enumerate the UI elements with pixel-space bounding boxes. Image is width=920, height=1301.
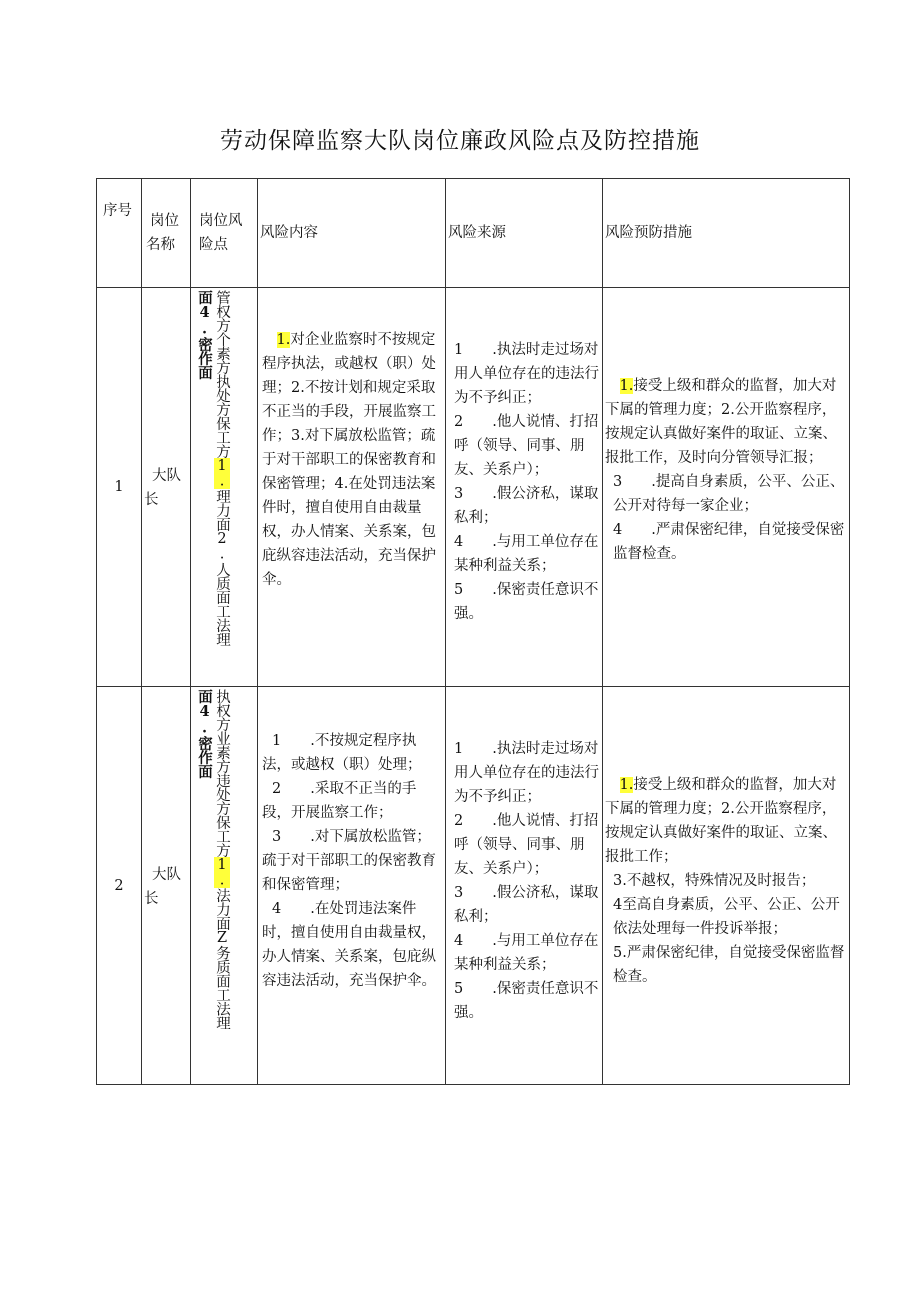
risk-source-item: 3 .假公济私，谋取私利；: [454, 486, 599, 526]
header-post-name-line1: 岗位: [150, 213, 179, 229]
row-no-cell: [97, 288, 142, 687]
risk-source-item: 3 .假公济私，谋取私利；: [454, 885, 599, 925]
header-measures-label: 风险预防措施: [605, 225, 692, 241]
header-content-label: 风险内容: [260, 225, 318, 241]
document-title: 劳动保障监察大队岗位廉政风险点及防控措施: [220, 128, 700, 154]
risk-source-cell: [446, 687, 603, 1085]
risk-point-text-2: 法力面Z务质面工法理: [214, 888, 230, 1030]
risk-content-body: 对企业监察时不按规定程序执法，或越权（职）处理；2.不按计划和规定采取不正当的手段，开展监察工作；3.对下属放松监管；疏于对干部职工的保密教育和保密管理；4.在处罚违法案件时，擅自使用自由裁量权，办人情案、关系案，包庇纵容违法活动，充当保护伞。: [262, 332, 436, 588]
risk-source-cell: [446, 288, 603, 687]
measure-item: 4至高自身素质，公平、公正、公开依法处理每一件投诉举报；: [613, 897, 840, 937]
measures-cell: [603, 687, 850, 1085]
measure-item: 3.不越权，特殊情况及时报告；: [613, 873, 816, 889]
header-content: [258, 179, 446, 288]
header-source: [446, 179, 603, 288]
row-no-cell: [97, 687, 142, 1085]
row-no: 2: [114, 877, 124, 894]
risk-content-text: [262, 328, 443, 592]
risk-point-cell: [191, 687, 258, 1085]
risk-point-highlight: 1.: [214, 458, 230, 489]
risk-content-highlight: 1.: [276, 332, 291, 348]
post-name-line1: 大队: [152, 468, 181, 484]
table-row: [97, 288, 850, 687]
measure-item: 3 .提高自身素质，公平、公正、公开对待每一家企业；: [613, 474, 845, 514]
header-no-label: 序号: [103, 203, 132, 219]
measure-text: 接受上级和群众的监督，加大对下属的管理力度；2.公开监察程序，按规定认真做好案件的取证、立案、报批工作；: [605, 777, 837, 865]
risk-content-cell: [258, 687, 446, 1085]
header-post-name-line2: 名称: [146, 237, 175, 253]
header-risk-point: [191, 179, 258, 288]
post-name-cell: [142, 288, 191, 687]
measure-item: [605, 374, 847, 470]
measure-item: 5.严肃保密纪律，自觉接受保密监督检查。: [613, 945, 845, 985]
measure-item: [605, 773, 847, 869]
risk-source-item: 1 .执法时走过场对用人单位存在的违法行为不予纠正；: [454, 342, 599, 406]
risk-point-highlight: 1.: [214, 857, 230, 888]
risk-point-text-1: 管权方个素方执处方保工方: [214, 290, 230, 458]
measure-highlight: 1.: [619, 777, 634, 793]
risk-source-item: 5 .保密责任意识不强。: [454, 582, 599, 622]
risk-content-item: 1 .不按规定程序执法，或越权（职）处理；: [262, 733, 422, 773]
post-name-line1: 大队: [152, 867, 181, 883]
risk-table: [96, 178, 850, 1085]
risk-point-column-b: 面4.密作面: [196, 290, 213, 379]
header-measures: [603, 179, 850, 288]
risk-point-column-a: [213, 689, 231, 1086]
header-risk-point-line2: 险点: [199, 237, 228, 253]
header-post-name: [142, 179, 191, 288]
header-no: [97, 179, 142, 288]
risk-point-column-b: 面4.密作面: [196, 689, 213, 778]
risk-source-item: 4 .与用工单位存在某种利益关系；: [454, 933, 599, 973]
row-no: 1: [114, 479, 124, 495]
post-name-line2: 长: [144, 492, 159, 508]
risk-content-cell: [258, 288, 446, 687]
risk-point-text-2: 理力面2.人质面工法理: [214, 489, 230, 646]
risk-source-item: 4 .与用工单位存在某种利益关系；: [454, 534, 599, 574]
post-name-cell: [142, 687, 191, 1085]
table-row: [97, 687, 850, 1085]
table-header-row: [97, 179, 850, 288]
measure-item: 4 .严肃保密纪律，自觉接受保密监督检查。: [613, 522, 845, 562]
risk-content-item: 3 .对下属放松监管；疏于对干部职工的保密教育和保密管理；: [262, 829, 436, 893]
risk-content-item: 2 .采取不正当的手段，开展监察工作；: [262, 781, 417, 821]
header-risk-point-line1: 岗位风: [199, 213, 243, 229]
risk-source-item: 5 .保密责任意识不强。: [454, 981, 599, 1021]
measure-highlight: 1.: [619, 378, 634, 394]
risk-source-item: 2 .他人说情、打招呼（领导、同事、朋友、关系户）；: [454, 813, 599, 877]
risk-point-cell: [191, 288, 258, 687]
measure-text: 接受上级和群众的监督，加大对下属的管理力度；2.公开监察程序，按规定认真做好案件的取证、立案、报批工作，及时向分管领导汇报；: [605, 378, 837, 466]
measures-cell: [603, 288, 850, 687]
post-name-line2: 长: [144, 891, 159, 907]
risk-source-item: 2 .他人说情、打招呼（领导、同事、朋友、关系户）；: [454, 414, 599, 478]
risk-content-item: 4 .在处罚违法案件时，擅自使用自由裁量权，办人情案、关系案，包庇纵容违法活动，充当保护伞。: [262, 901, 436, 989]
risk-point-text-1: 执权方业素方违处方保工方: [214, 689, 230, 857]
risk-source-item: 1 .执法时走过场对用人单位存在的违法行为不予纠正；: [454, 741, 599, 805]
header-source-label: 风险来源: [448, 225, 506, 241]
risk-point-column-a: [213, 290, 231, 688]
